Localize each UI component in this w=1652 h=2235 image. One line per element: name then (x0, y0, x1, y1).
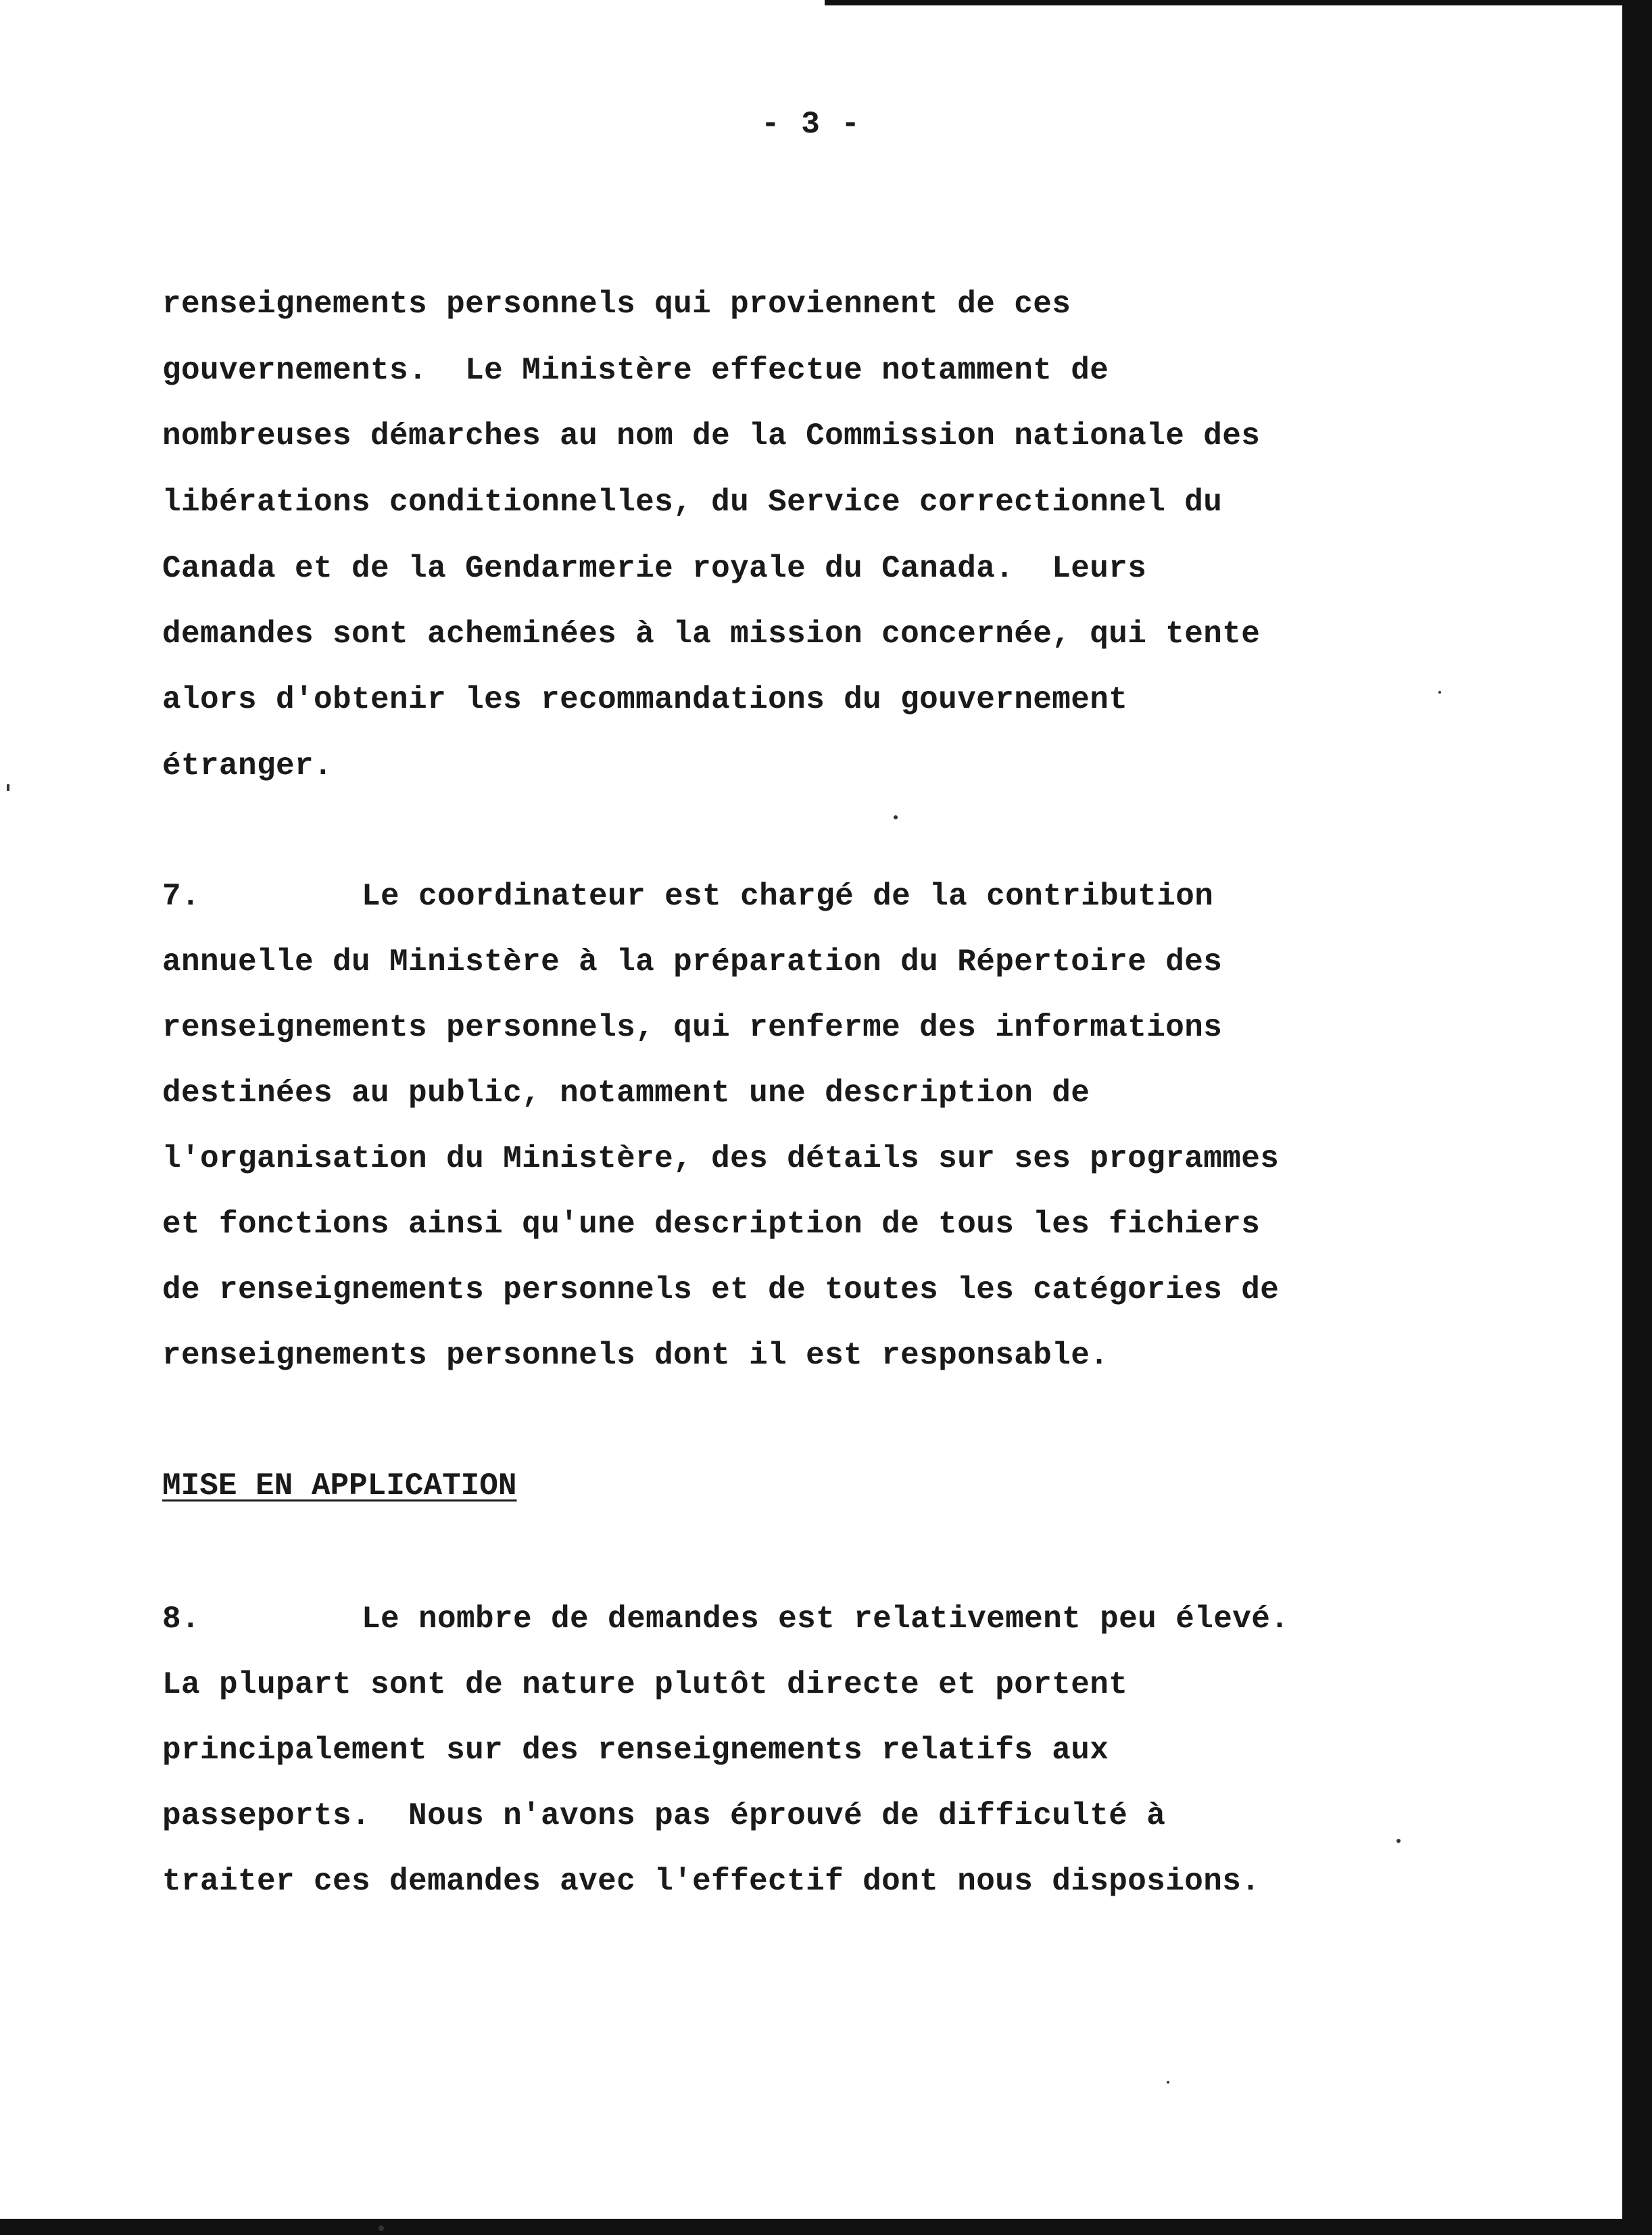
paragraph-line: l'organisation du Ministère, des détails sur ses programmes (162, 1141, 1280, 1176)
scan-border-top (825, 0, 1652, 5)
scan-speck (379, 2226, 384, 2231)
paragraph-line-text: Le nombre de demandes est relativement peu élevé. (362, 1602, 1290, 1637)
page-number: - 3 - (760, 107, 862, 142)
scan-speck (1396, 1839, 1401, 1843)
paragraph-line-text: Le coordinateur est chargé de la contribution (362, 879, 1214, 914)
paragraph-line: gouvernements. Le Ministère effectue notamment de (162, 353, 1109, 388)
scan-speck (1167, 2081, 1169, 2084)
scan-border-right (1622, 0, 1652, 2235)
paragraph-line: demandes sont acheminées à la mission concernée, qui tente (162, 617, 1261, 652)
paragraph-number: 7. (162, 879, 201, 914)
section-heading: MISE EN APPLICATION (162, 1468, 517, 1504)
paragraph-line: La plupart sont de nature plutôt directe et portent (162, 1667, 1128, 1702)
scan-speck (1438, 691, 1441, 694)
paragraph-line: annuelle du Ministère à la préparation du Répertoire des (162, 944, 1223, 980)
paragraph-line: destinées au public, notamment une description de (162, 1076, 1090, 1111)
paragraph-line: principalement sur des renseignements relatifs aux (162, 1733, 1109, 1768)
paragraph-line: de renseignements personnels et de toutes les catégories de (162, 1272, 1280, 1307)
paragraph-line: étranger. (162, 748, 333, 784)
paragraph-8-first-line (162, 1599, 1289, 1639)
paragraph-line: renseignements personnels, qui renferme des informations (162, 1010, 1223, 1045)
paragraph-number: 8. (162, 1602, 201, 1637)
paragraph-line: alors d'obtenir les recommandations du gouvernement (162, 682, 1128, 717)
paragraph-line: renseignements personnels dont il est responsable. (162, 1338, 1109, 1373)
paragraph-line: passeports. Nous n'avons pas éprouvé de difficulté à (162, 1798, 1166, 1833)
scan-border-bottom (0, 2219, 1652, 2235)
paragraph-line: traiter ces demandes avec l'effectif dont nous disposions. (162, 1864, 1261, 1899)
scan-speck (7, 784, 9, 791)
paragraph-line: renseignements personnels qui proviennent de ces (162, 287, 1071, 322)
scan-speck (894, 815, 898, 819)
paragraph-line: et fonctions ainsi qu'une description de tous les fichiers (162, 1207, 1261, 1242)
paragraph-line: Canada et de la Gendarmerie royale du Canada. Leurs (162, 551, 1147, 586)
paragraph-line: nombreuses démarches au nom de la Commission nationale des (162, 418, 1261, 454)
paragraph-line: libérations conditionnelles, du Service correctionnel du (162, 485, 1223, 520)
paragraph-7-first-line (162, 876, 1213, 917)
